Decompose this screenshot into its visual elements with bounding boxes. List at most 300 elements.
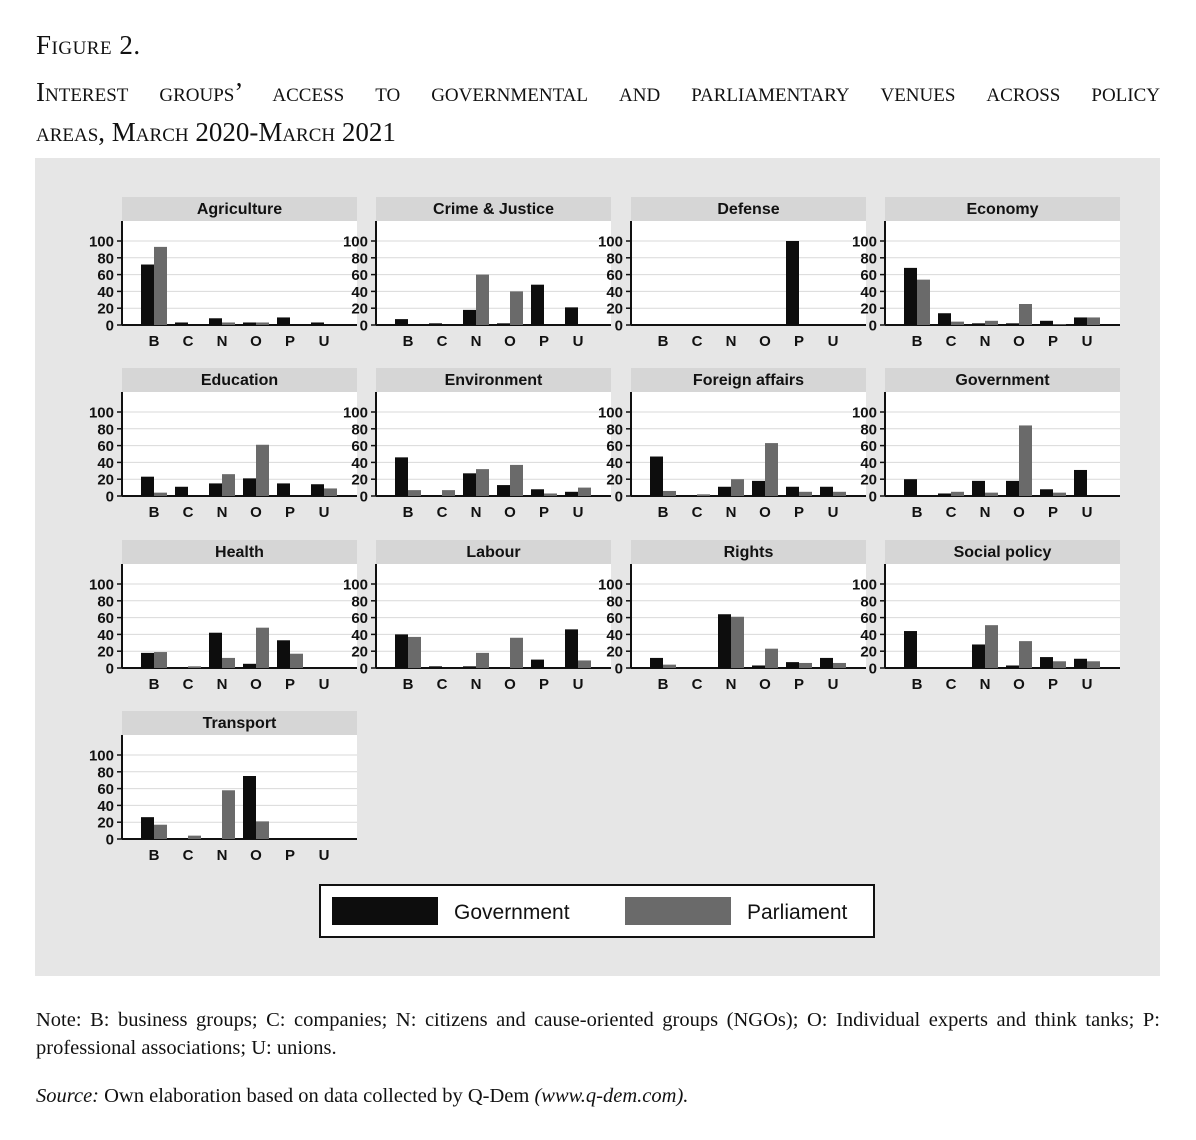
- government-bar: [718, 487, 731, 496]
- plot-area: [631, 392, 866, 496]
- panel-defense: [598, 197, 866, 350]
- x-tick-label: B: [148, 676, 160, 693]
- y-tick-label: 60: [860, 438, 877, 456]
- government-bar: [175, 322, 188, 325]
- plot-area: [122, 735, 357, 839]
- parliament-bar: [578, 488, 591, 496]
- legend-swatch-government: [332, 897, 438, 925]
- x-tick-label: O: [1013, 676, 1025, 693]
- government-bar: [1040, 321, 1053, 325]
- parliament-bar: [154, 825, 167, 839]
- panel-rights: [598, 540, 866, 693]
- y-tick-label: 0: [614, 317, 623, 335]
- parliament-bar: [985, 321, 998, 325]
- y-tick-label: 20: [860, 643, 877, 661]
- x-tick-label: N: [216, 333, 228, 350]
- x-tick-label: B: [148, 504, 160, 521]
- parliament-bar: [222, 474, 235, 496]
- parliament-bar: [476, 275, 489, 325]
- y-tick-label: 0: [105, 317, 114, 335]
- y-tick-label: 60: [97, 781, 114, 799]
- x-tick-label: P: [1047, 676, 1059, 693]
- government-bar: [243, 478, 256, 496]
- parliament-bar: [917, 280, 930, 325]
- x-tick-label: U: [827, 676, 839, 693]
- x-tick-label: O: [250, 504, 262, 521]
- plot-area: [885, 564, 1120, 668]
- x-tick-label: U: [572, 504, 584, 521]
- y-tick-label: 100: [88, 747, 114, 765]
- panel-title: Environment: [444, 372, 543, 389]
- x-tick-label: P: [284, 504, 296, 521]
- government-bar: [1074, 470, 1087, 496]
- government-bar: [650, 658, 663, 668]
- government-bar: [1074, 317, 1087, 325]
- panel-foreign-affairs: [598, 368, 866, 521]
- y-tick-label: 0: [359, 660, 368, 678]
- panel-education: [89, 368, 357, 521]
- figure-title-line-1: Interest groups’ access to governmental and parliamentary venues across policy: [36, 77, 1160, 107]
- parliament-bar: [731, 617, 744, 668]
- y-tick-label: 80: [860, 593, 877, 611]
- y-tick-label: 60: [606, 438, 623, 456]
- x-tick-label: C: [945, 504, 957, 521]
- y-tick-label: 0: [359, 488, 368, 506]
- x-tick-label: U: [572, 676, 584, 693]
- y-tick-label: 20: [97, 300, 114, 318]
- panel-government: [852, 368, 1120, 521]
- x-tick-label: B: [402, 333, 414, 350]
- government-bar: [972, 481, 985, 496]
- y-tick-label: 80: [606, 421, 623, 439]
- government-bar: [1006, 323, 1019, 325]
- y-tick-label: 0: [359, 317, 368, 335]
- government-bar: [565, 629, 578, 668]
- government-bar: [565, 307, 578, 325]
- plot-area: [631, 221, 866, 325]
- government-bar: [497, 485, 510, 496]
- x-tick-label: B: [657, 676, 669, 693]
- x-tick-label: C: [182, 847, 194, 864]
- x-tick-label: N: [725, 676, 737, 693]
- parliament-bar: [222, 790, 235, 839]
- panel-crime-justice: [343, 197, 611, 350]
- government-bar: [531, 285, 544, 325]
- y-tick-label: 40: [351, 283, 368, 301]
- x-tick-label: N: [979, 333, 991, 350]
- panel-title: Agriculture: [196, 201, 283, 218]
- figure-note: Note: B: business groups; C: companies; N: citizens and cause-oriented groups (NGOs); O: Individual experts and think tanks; P: professional associations; U: unions.: [36, 1009, 1160, 1059]
- panel-title: Education: [200, 372, 279, 389]
- y-tick-label: 0: [868, 660, 877, 678]
- parliament-bar: [442, 490, 455, 496]
- x-tick-label: B: [402, 504, 414, 521]
- y-tick-label: 20: [860, 300, 877, 318]
- x-tick-label: U: [572, 333, 584, 350]
- y-tick-label: 60: [860, 267, 877, 285]
- parliament-bar: [697, 494, 710, 496]
- government-bar: [904, 631, 917, 668]
- parliament-bar: [222, 322, 235, 325]
- x-tick-label: P: [538, 504, 550, 521]
- parliament-bar: [765, 443, 778, 496]
- y-tick-label: 0: [105, 488, 114, 506]
- plot-area: [122, 392, 357, 496]
- x-tick-label: O: [250, 676, 262, 693]
- government-bar: [1006, 481, 1019, 496]
- parliament-bar: [510, 465, 523, 496]
- x-tick-label: C: [945, 333, 957, 350]
- x-tick-label: N: [470, 504, 482, 521]
- x-tick-label: O: [759, 676, 771, 693]
- government-bar: [786, 662, 799, 668]
- government-bar: [752, 481, 765, 496]
- government-bar: [786, 241, 799, 325]
- chart-panel: [35, 158, 1160, 976]
- government-bar: [429, 323, 442, 325]
- y-tick-label: 40: [860, 626, 877, 644]
- government-bar: [904, 479, 917, 496]
- y-tick-label: 80: [97, 593, 114, 611]
- x-tick-label: N: [470, 676, 482, 693]
- government-bar: [531, 489, 544, 496]
- government-bar: [395, 634, 408, 668]
- x-tick-label: B: [657, 333, 669, 350]
- y-tick-label: 40: [351, 626, 368, 644]
- y-tick-label: 0: [105, 660, 114, 678]
- parliament-bar: [731, 479, 744, 496]
- panel-labour: [343, 540, 611, 693]
- parliament-bar: [799, 492, 812, 496]
- parliament-bar: [1019, 304, 1032, 325]
- government-bar: [820, 487, 833, 496]
- parliament-bar: [1087, 661, 1100, 668]
- x-tick-label: O: [504, 333, 516, 350]
- panel-title: Social policy: [953, 544, 1052, 561]
- figure-title-line-2: areas, March 2020-March 2021: [36, 117, 396, 147]
- plot-area: [631, 564, 866, 668]
- panel-transport: [89, 711, 357, 864]
- y-tick-label: 100: [342, 576, 368, 594]
- y-tick-label: 60: [97, 610, 114, 628]
- government-bar: [277, 317, 290, 325]
- panel-title: Labour: [466, 544, 521, 561]
- x-tick-label: U: [1081, 676, 1093, 693]
- y-tick-label: 20: [97, 643, 114, 661]
- figure-label: Figure 2.: [36, 30, 141, 60]
- government-bar: [395, 457, 408, 496]
- parliament-bar: [256, 445, 269, 496]
- panel-environment: [343, 368, 611, 521]
- y-tick-label: 80: [97, 250, 114, 268]
- government-bar: [786, 487, 799, 496]
- parliament-bar: [544, 493, 557, 496]
- government-bar: [243, 776, 256, 839]
- panel-title: Crime & Justice: [433, 201, 554, 218]
- parliament-bar: [154, 493, 167, 496]
- y-tick-label: 100: [597, 576, 623, 594]
- parliament-bar: [154, 247, 167, 325]
- x-tick-label: O: [759, 333, 771, 350]
- y-tick-label: 60: [351, 267, 368, 285]
- government-bar: [209, 318, 222, 325]
- government-bar: [938, 493, 951, 496]
- x-tick-label: O: [250, 333, 262, 350]
- parliament-bar: [1053, 324, 1066, 325]
- government-bar: [718, 614, 731, 668]
- parliament-bar: [408, 637, 421, 668]
- y-tick-label: 60: [606, 610, 623, 628]
- government-bar: [243, 322, 256, 325]
- government-bar: [311, 484, 324, 496]
- x-tick-label: C: [182, 333, 194, 350]
- x-tick-label: P: [284, 847, 296, 864]
- x-tick-label: P: [538, 333, 550, 350]
- legend-label-government: Government: [454, 901, 570, 924]
- x-tick-label: C: [691, 504, 703, 521]
- x-tick-label: P: [793, 504, 805, 521]
- y-tick-label: 100: [851, 233, 877, 251]
- government-bar: [277, 483, 290, 496]
- x-tick-label: C: [182, 676, 194, 693]
- y-tick-label: 60: [351, 610, 368, 628]
- government-bar: [463, 473, 476, 496]
- parliament-bar: [951, 322, 964, 325]
- y-tick-label: 100: [342, 233, 368, 251]
- y-tick-label: 40: [97, 454, 114, 472]
- x-tick-label: N: [979, 504, 991, 521]
- government-bar: [429, 666, 442, 668]
- parliament-bar: [985, 493, 998, 496]
- x-tick-label: N: [216, 504, 228, 521]
- y-tick-label: 20: [860, 471, 877, 489]
- government-bar: [565, 492, 578, 496]
- x-tick-label: P: [793, 333, 805, 350]
- x-tick-label: O: [759, 504, 771, 521]
- y-tick-label: 60: [351, 438, 368, 456]
- panel-title: Rights: [723, 544, 774, 561]
- panel-title: Foreign affairs: [692, 372, 805, 389]
- y-tick-label: 40: [860, 283, 877, 301]
- y-tick-label: 60: [860, 610, 877, 628]
- y-tick-label: 60: [97, 438, 114, 456]
- government-bar: [1040, 657, 1053, 668]
- government-bar: [395, 319, 408, 325]
- parliament-bar: [951, 492, 964, 496]
- parliament-bar: [663, 665, 676, 668]
- y-tick-label: 60: [606, 267, 623, 285]
- government-bar: [497, 323, 510, 325]
- legend: [320, 885, 874, 937]
- figure-source: [36, 1082, 688, 1110]
- government-bar: [1040, 489, 1053, 496]
- x-tick-label: O: [1013, 333, 1025, 350]
- parliament-bar: [1053, 493, 1066, 496]
- parliament-bar: [1087, 317, 1100, 325]
- parliament-bar: [510, 638, 523, 668]
- y-tick-label: 40: [97, 797, 114, 815]
- parliament-bar: [1019, 641, 1032, 668]
- panel-title: Government: [955, 372, 1050, 389]
- plot-area: [376, 392, 611, 496]
- government-bar: [463, 310, 476, 325]
- y-tick-label: 80: [351, 250, 368, 268]
- x-tick-label: C: [182, 504, 194, 521]
- government-bar: [531, 660, 544, 668]
- x-tick-label: U: [1081, 504, 1093, 521]
- y-tick-label: 0: [614, 488, 623, 506]
- x-tick-label: N: [979, 676, 991, 693]
- panel-economy: [852, 197, 1120, 350]
- parliament-bar: [188, 836, 201, 839]
- y-tick-label: 0: [105, 831, 114, 849]
- parliament-bar: [833, 663, 846, 668]
- government-bar: [904, 268, 917, 325]
- government-bar: [141, 817, 154, 839]
- legend-swatch-parliament: [625, 897, 731, 925]
- x-tick-label: P: [1047, 504, 1059, 521]
- y-tick-label: 80: [606, 593, 623, 611]
- y-tick-label: 40: [606, 454, 623, 472]
- y-tick-label: 60: [97, 267, 114, 285]
- source-text: Own elaboration based on data collected by Q-Dem: [99, 1085, 535, 1107]
- y-tick-label: 40: [606, 283, 623, 301]
- parliament-bar: [476, 653, 489, 668]
- government-bar: [1006, 665, 1019, 668]
- parliament-bar: [290, 654, 303, 668]
- x-tick-label: N: [725, 333, 737, 350]
- parliament-bar: [256, 322, 269, 325]
- parliament-bar: [256, 628, 269, 668]
- x-tick-label: P: [1047, 333, 1059, 350]
- y-tick-label: 100: [597, 233, 623, 251]
- x-tick-label: C: [945, 676, 957, 693]
- legend-label-parliament: Parliament: [747, 901, 848, 924]
- y-tick-label: 40: [97, 626, 114, 644]
- x-tick-label: O: [504, 504, 516, 521]
- x-tick-label: C: [436, 333, 448, 350]
- x-tick-label: P: [793, 676, 805, 693]
- x-tick-label: O: [504, 676, 516, 693]
- y-tick-label: 100: [597, 404, 623, 422]
- x-tick-label: B: [657, 504, 669, 521]
- x-tick-label: U: [1081, 333, 1093, 350]
- government-bar: [209, 483, 222, 496]
- government-bar: [752, 665, 765, 668]
- parliament-bar: [833, 492, 846, 496]
- y-tick-label: 100: [88, 576, 114, 594]
- y-tick-label: 80: [97, 764, 114, 782]
- y-tick-label: 20: [606, 300, 623, 318]
- panel-health: [89, 540, 357, 693]
- x-tick-label: P: [284, 333, 296, 350]
- x-tick-label: B: [911, 676, 923, 693]
- government-bar: [175, 487, 188, 496]
- parliament-bar: [154, 652, 167, 668]
- y-tick-label: 20: [351, 300, 368, 318]
- parliament-bar: [985, 625, 998, 668]
- x-tick-label: N: [216, 676, 228, 693]
- source-label: Source:: [36, 1085, 99, 1107]
- government-bar: [972, 644, 985, 668]
- x-tick-label: U: [318, 504, 330, 521]
- x-tick-label: B: [911, 333, 923, 350]
- x-tick-label: C: [436, 504, 448, 521]
- y-tick-label: 100: [851, 404, 877, 422]
- parliament-bar: [476, 469, 489, 496]
- x-tick-label: B: [148, 847, 160, 864]
- y-tick-label: 40: [351, 454, 368, 472]
- government-bar: [463, 666, 476, 668]
- panel-agriculture: [89, 197, 357, 350]
- y-tick-label: 20: [351, 643, 368, 661]
- panel-title: Health: [215, 544, 264, 561]
- government-bar: [1074, 659, 1087, 668]
- x-tick-label: C: [691, 676, 703, 693]
- x-tick-label: P: [538, 676, 550, 693]
- y-tick-label: 100: [851, 576, 877, 594]
- government-bar: [820, 658, 833, 668]
- parliament-bar: [510, 291, 523, 325]
- x-tick-label: N: [725, 504, 737, 521]
- y-tick-label: 20: [606, 471, 623, 489]
- y-tick-label: 80: [860, 421, 877, 439]
- parliament-bar: [765, 649, 778, 668]
- government-bar: [141, 653, 154, 668]
- x-tick-label: B: [402, 676, 414, 693]
- panel-title: Economy: [966, 201, 1039, 218]
- x-tick-label: N: [470, 333, 482, 350]
- y-tick-label: 100: [88, 404, 114, 422]
- parliament-bar: [324, 488, 337, 496]
- y-tick-label: 0: [868, 317, 877, 335]
- x-tick-label: O: [250, 847, 262, 864]
- parliament-bar: [799, 663, 812, 668]
- parliament-bar: [1053, 661, 1066, 668]
- parliament-bar: [578, 660, 591, 668]
- parliament-bar: [188, 666, 201, 668]
- x-tick-label: U: [318, 847, 330, 864]
- y-tick-label: 40: [860, 454, 877, 472]
- parliament-bar: [1019, 425, 1032, 496]
- y-tick-label: 80: [351, 421, 368, 439]
- parliament-bar: [222, 658, 235, 668]
- y-tick-label: 0: [868, 488, 877, 506]
- y-tick-label: 80: [97, 421, 114, 439]
- y-tick-label: 80: [351, 593, 368, 611]
- government-bar: [938, 313, 951, 325]
- y-tick-label: 20: [97, 471, 114, 489]
- small-multiples-chart: [35, 158, 1160, 976]
- x-tick-label: U: [827, 504, 839, 521]
- y-tick-label: 100: [88, 233, 114, 251]
- panel-title: Transport: [202, 715, 277, 732]
- parliament-bar: [408, 490, 421, 496]
- x-tick-label: U: [318, 333, 330, 350]
- x-tick-label: B: [911, 504, 923, 521]
- x-tick-label: B: [148, 333, 160, 350]
- government-bar: [972, 323, 985, 325]
- x-tick-label: U: [827, 333, 839, 350]
- government-bar: [650, 457, 663, 496]
- panel-social-policy: [852, 540, 1120, 693]
- government-bar: [277, 640, 290, 668]
- government-bar: [209, 633, 222, 668]
- government-bar: [141, 265, 154, 325]
- y-tick-label: 80: [860, 250, 877, 268]
- y-tick-label: 40: [606, 626, 623, 644]
- y-tick-label: 20: [351, 471, 368, 489]
